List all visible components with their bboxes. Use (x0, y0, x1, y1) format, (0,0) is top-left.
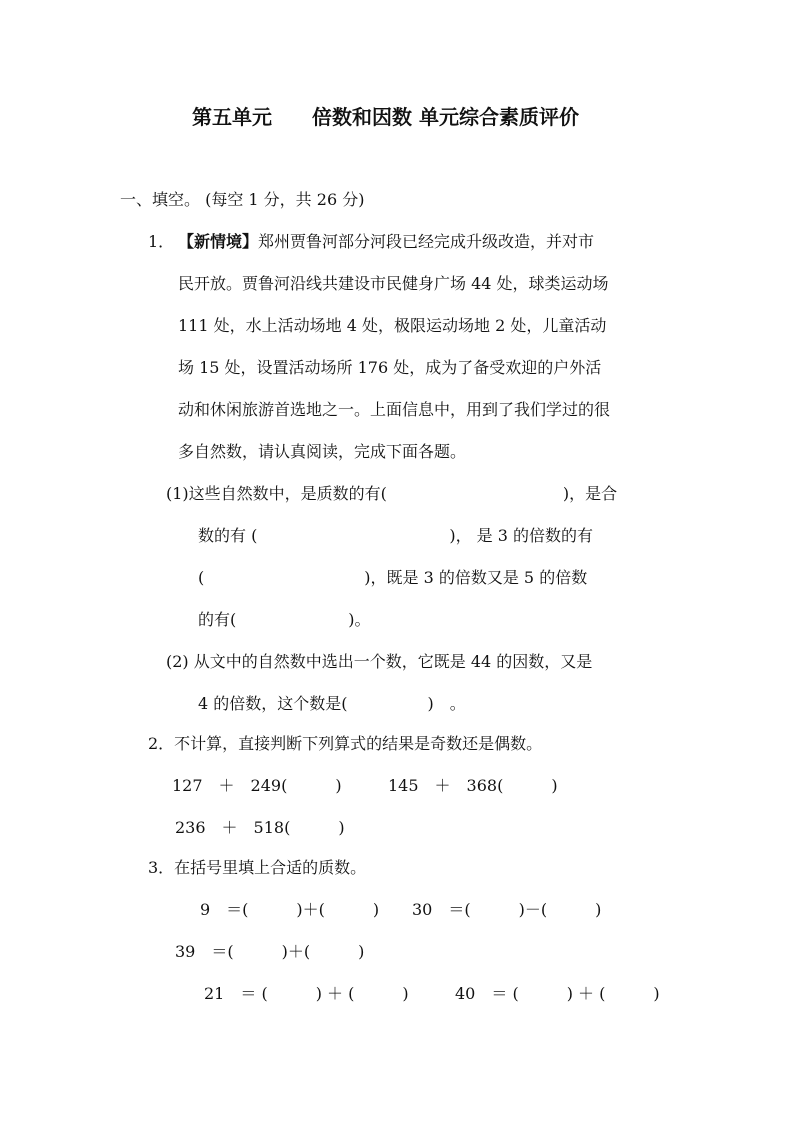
q3-expression-2: 30 ＝( )－( ) (412, 900, 602, 919)
q1-tag: 【新情境】 (178, 232, 259, 251)
q2-expression-3: 236 ＋ 518( ) (175, 818, 345, 837)
q1-line-6: 多自然数，请认真阅读，完成下面各题。 (178, 442, 467, 461)
q1-line-3: 111 处，水上活动场地 4 处，极限运动场地 2 处，儿童活动 (178, 316, 607, 335)
q1-sub1-line-4: 的有( )。 (198, 610, 371, 629)
section1-heading: 一、填空。 (每空 1 分，共 26 分) (120, 190, 365, 209)
q1-line-4: 场 15 处，设置活动场所 176 处，成为了备受欢迎的户外活 (178, 358, 602, 377)
q3-expression-1: 9 ＝( )＋( ) (200, 900, 380, 919)
page-title: 第五单元 倍数和因数 单元综合素质评价 (192, 105, 579, 129)
q3-expression-3: 39 ＝( )＋( ) (175, 942, 365, 961)
q1-sub1-line-2: 数的有 ( )， 是 3 的倍数的有 (198, 526, 594, 545)
q1-line-2: 民开放。贾鲁河沿线共建设市民健身广场 44 处，球类运动场 (178, 274, 609, 293)
q1-sub2-line-2: 4 的倍数，这个数是( ) 。 (198, 694, 466, 713)
q2-expression-2: 145 ＋ 368( ) (388, 776, 558, 795)
q1-sub2-line-1: (2) 从文中的自然数中选出一个数，它既是 44 的因数，又是 (166, 652, 593, 671)
q2-expression-1: 127 ＋ 249( ) (172, 776, 342, 795)
q3-expression-4: 21 ＝ ( ) ＋ ( ) (204, 984, 409, 1003)
q2-text: 2．不计算，直接判断下列算式的结果是奇数还是偶数。 (148, 734, 543, 753)
q1-line-1: 郑州贾鲁河部分河段已经完成升级改造，并对市 (258, 232, 595, 251)
q3-text: 3．在括号里填上合适的质数。 (148, 858, 367, 877)
q1-number: 1． (148, 232, 175, 251)
q1-line-5: 动和休闲旅游首选地之一。上面信息中，用到了我们学过的很 (178, 400, 611, 419)
q1-sub1-line-1: (1)这些自然数中，是质数的有( )，是合 (166, 484, 618, 503)
q1-sub1-line-3: ( )，既是 3 的倍数又是 5 的倍数 (198, 568, 588, 587)
q3-expression-5: 40 ＝ ( ) ＋ ( ) (455, 984, 660, 1003)
